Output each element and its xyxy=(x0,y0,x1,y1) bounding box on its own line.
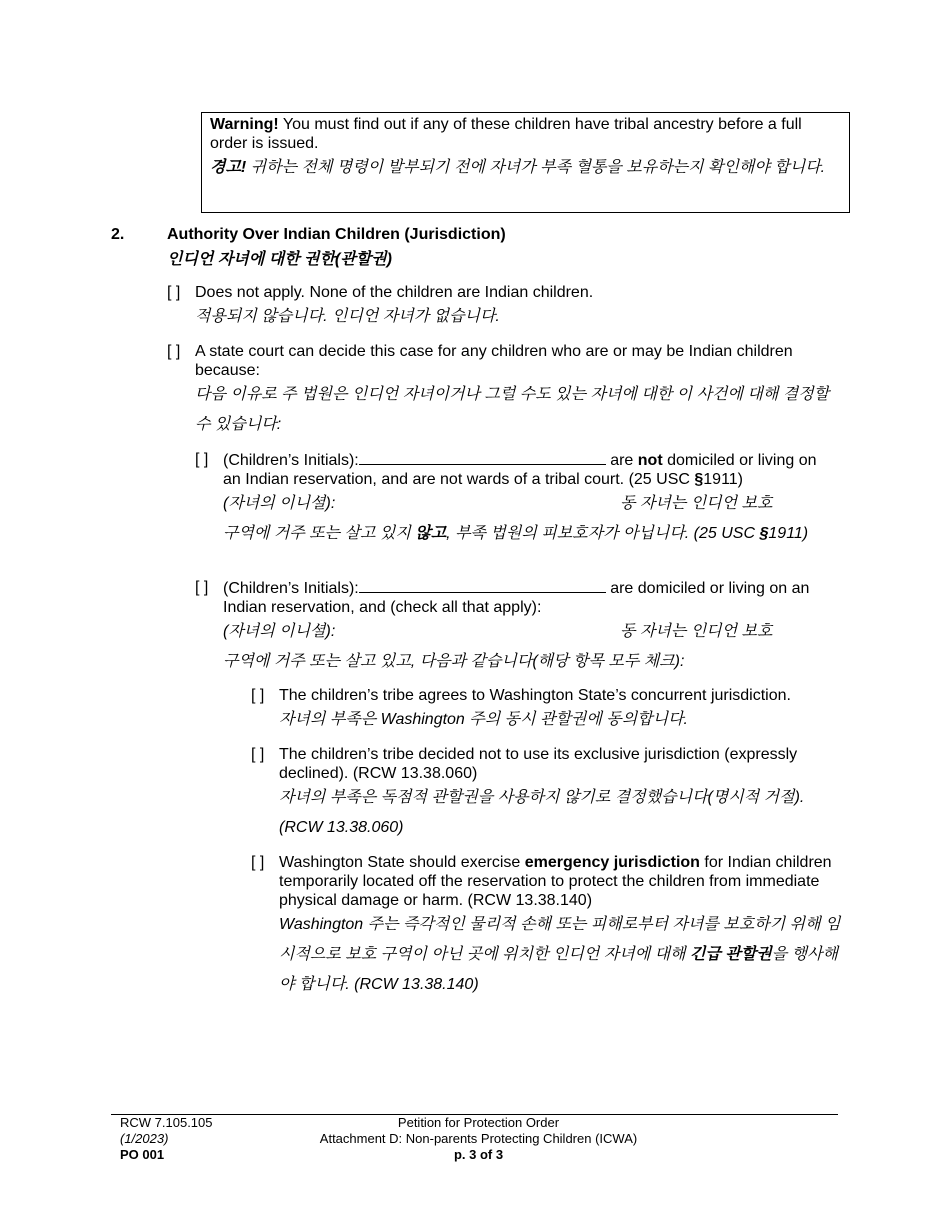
warning-label: Warning! xyxy=(210,116,279,133)
footer-rcw: RCW 7.105.105 xyxy=(120,1115,213,1130)
footer-date: (1/2023) xyxy=(120,1131,169,1146)
initials-field[interactable] xyxy=(359,450,606,465)
initials-label-ko: (자녀의 이니셜): xyxy=(223,495,336,512)
emphasis-emergency: emergency jurisdiction xyxy=(524,854,700,871)
section-symbol: § xyxy=(759,525,769,542)
checkbox-does-not-apply[interactable]: [ ] xyxy=(167,284,181,301)
option-domiciled xyxy=(223,578,838,677)
checkbox-domiciled[interactable]: [ ] xyxy=(195,579,209,596)
option-emergency-ko xyxy=(279,910,841,1000)
option-not-domiciled-en xyxy=(223,450,833,489)
warning-text: You must find out if any of these children have tribal ancestry before a full order is issued. xyxy=(210,116,802,152)
checkbox-declined[interactable]: [ ] xyxy=(251,746,265,763)
text-segment: 동 자녀는 인디언 보호 xyxy=(620,495,773,512)
text-segment: for Indian children temporarily located off the reservation to protect the children from immediate physical damage or harm. (RCW 13.38.140) xyxy=(279,854,832,909)
initials-label-ko: (자녀의 이니셜): xyxy=(223,623,336,640)
footer-title: Petition for Protection Order xyxy=(397,1115,560,1130)
text-segment: 1911) xyxy=(768,525,809,542)
footer-subtitle: Attachment D: Non-parents Protecting Children (ICWA) xyxy=(319,1131,638,1146)
text-segment: are domiciled or living on an Indian reservation, and (check all that apply): xyxy=(223,580,810,616)
text-segment: are xyxy=(605,452,638,469)
option-emergency xyxy=(279,853,841,1000)
footer-left xyxy=(120,1115,213,1163)
page-footer xyxy=(111,1114,838,1162)
option-does-not-apply xyxy=(195,283,845,332)
option-domiciled-en xyxy=(223,578,838,617)
footer-center xyxy=(261,1115,696,1163)
option-declined xyxy=(279,745,839,843)
text-segment: 구역에 거주 또는 살고 있지 xyxy=(223,525,416,542)
option-concurrent-ko: 자녀의 부족은 Washington 주의 동시 관할권에 동의합니다. xyxy=(279,711,688,728)
option-state-court-ko: 다음 이유로 주 법원은 인디언 자녀이거나 그럴 수도 있는 자녀에 대한 이 사건에 대해 결정할 수 있습니다: xyxy=(195,386,830,433)
initials-label: (Children’s Initials): xyxy=(223,580,359,597)
section-symbol: § xyxy=(694,471,704,488)
text-segment: , 부족 법원의 피보호자가 아닙니다. (25 USC xyxy=(446,525,760,542)
warning-en xyxy=(210,115,841,153)
option-does-not-apply-ko: 적용되지 않습니다. 인디언 자녀가 없습니다. xyxy=(195,308,500,325)
warning-ko xyxy=(210,153,841,183)
text-segment: 1911) xyxy=(703,471,743,488)
option-declined-ko: 자녀의 부족은 독점적 관할권을 사용하지 않기로 결정했습니다(명시적 거절). (RCW 13.38.060) xyxy=(279,789,805,836)
option-not-domiciled-ko-line1 xyxy=(223,489,833,519)
initials-field[interactable] xyxy=(359,578,606,593)
option-not-domiciled-ko xyxy=(223,519,833,549)
emphasis-emergency-ko: 긴급 관할권 xyxy=(689,946,772,963)
checkbox-state-court[interactable]: [ ] xyxy=(167,343,181,360)
option-concurrent xyxy=(279,686,839,735)
option-state-court-en: A state court can decide this case for any children who are or may be Indian children because: xyxy=(195,343,793,379)
warning-text-ko: 귀하는 전체 명령이 발부되기 전에 자녀가 부족 혈통을 보유하는지 확인해야 합니다. xyxy=(246,159,826,176)
option-does-not-apply-en: Does not apply. None of the children are Indian children. xyxy=(195,284,594,301)
emphasis-not-ko: 않고 xyxy=(415,525,447,542)
option-domiciled-ko: 구역에 거주 또는 살고 있고, 다음과 같습니다(해당 항목 모두 체크): xyxy=(223,653,685,670)
footer-form-number: PO 001 xyxy=(120,1147,165,1162)
checkbox-not-domiciled[interactable]: [ ] xyxy=(195,451,209,468)
text-segment: 동 자녀는 인디언 보호 xyxy=(620,623,773,640)
option-declined-en: The children’s tribe decided not to use its exclusive jurisdiction (expressly declined). (RCW 13.38.060) xyxy=(279,746,798,782)
warning-label-ko: 경고! xyxy=(210,159,247,176)
text-segment: 을 행사해야 합니다. (RCW 13.38.140) xyxy=(279,946,838,993)
warning-box xyxy=(201,112,850,213)
section-number: 2. xyxy=(111,226,125,243)
option-state-court xyxy=(195,342,845,440)
checkbox-concurrent[interactable]: [ ] xyxy=(251,687,265,704)
option-emergency-en xyxy=(279,853,841,910)
text-segment: Washington State should exercise xyxy=(279,854,525,871)
initials-label: (Children’s Initials): xyxy=(223,452,359,469)
emphasis-not: not xyxy=(637,452,663,469)
section-title: Authority Over Indian Children (Jurisdiction) xyxy=(167,226,506,243)
section-title-ko: 인디언 자녀에 대한 권한(관할권) xyxy=(167,251,392,268)
text-segment: domiciled or living on an Indian reservation, and are not wards of a tribal court. (25 USC xyxy=(223,452,817,488)
text-segment: Washington 주는 즉각적인 물리적 손해 또는 피해로부터 자녀를 보호하기 위해 임시적으로 보호 구역이 아닌 곳에 위치한 인디언 자녀에 대해 xyxy=(279,916,841,963)
option-domiciled-ko-line1 xyxy=(223,617,838,647)
option-concurrent-en: The children’s tribe agrees to Washington State’s concurrent jurisdiction. xyxy=(279,687,791,704)
footer-page-number: p. 3 of 3 xyxy=(453,1147,504,1162)
option-not-domiciled xyxy=(223,450,833,549)
checkbox-emergency[interactable]: [ ] xyxy=(251,854,265,871)
